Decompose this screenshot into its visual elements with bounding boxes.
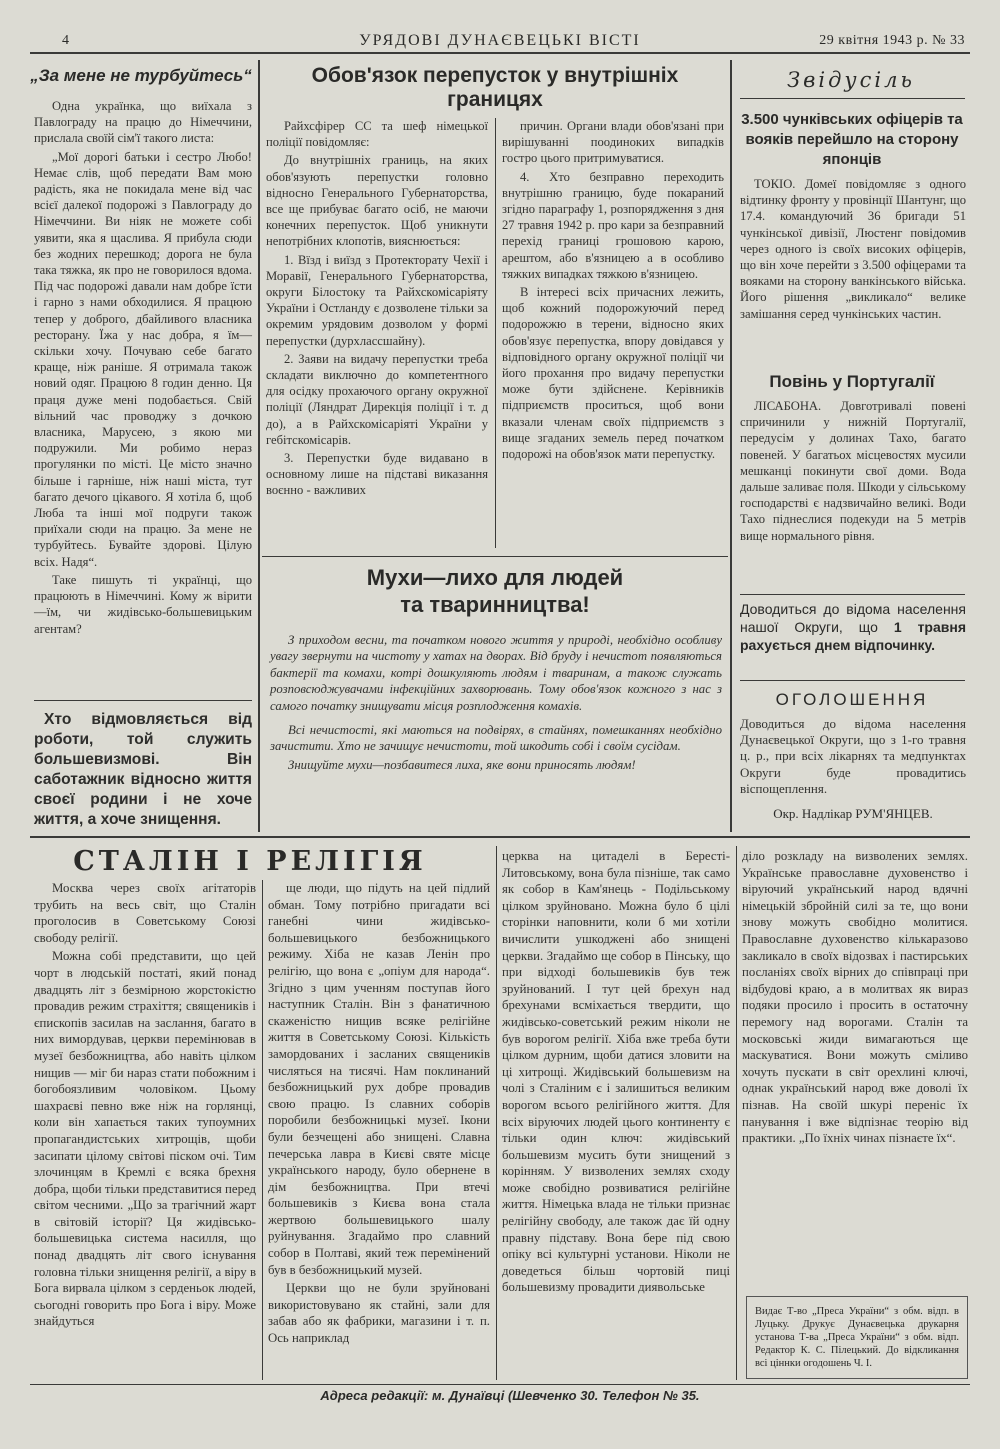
article-column bbox=[266, 118, 488, 499]
page-number: 4 bbox=[62, 33, 70, 48]
paragraph: Одна українка, що виїхала з Павлограду на працю до Німеччини, прислала своїй сім'ї такого листа: bbox=[34, 99, 252, 146]
paragraph: Москва через своїх агітаторів трубить на весь світ, що Сталін проголосив в Советському Союзі свободу релігії. bbox=[34, 881, 256, 945]
divider bbox=[740, 98, 965, 99]
newspaper-title: УРЯДОВІ ДУНАЄВЕЦЬКІ ВІСТІ bbox=[359, 32, 641, 49]
paragraph: До внутрішніх границь, на яких обов'язують перепустки головно відносно Генерального Губернаторства, все ще прибуває багато осіб, не маючи конечних перепусток. Щоб уникнути непотрібних клопотів, вияснюється: bbox=[266, 153, 488, 249]
story-body: ТОКІО. Домеї повідомляє з одного відтинку фронту у провінції Шантунг, що 17.4. командуючий 36 бригади 51 чункінської дивізії, Люстенг повідомив через одного із своїх високих офіцерів, що він хоче перейти з 3.500 офіцерами та вояками на сторону ванкінського війська. Його рішення „викликало“ велике замішання серед чункінських частин. bbox=[740, 177, 966, 321]
section-title: Звідусіль bbox=[787, 68, 915, 92]
story-body: ЛІСАБОНА. Довготривалі повені спричинили у нижній Португалії, передусім у долинах Тахо, багато повеней. У багатьох місцевостях мусили мешканці покинути свої доми. Вода дальше заливає поля. Шкоди у сільському господарстві є надзвичайно великі. Води Тахо піднеслися подекуди на 5 метрів вище нормального рівня. bbox=[740, 399, 966, 543]
footer-address: Адреса редакції: м. Дунаївці (Шевченко 30. Телефон № 35. bbox=[320, 1388, 700, 1403]
section-rule bbox=[30, 836, 970, 838]
issue-date: 29 квітня 1943 р. № 33 bbox=[819, 33, 965, 48]
announcements-title: ОГОЛОШЕННЯ bbox=[775, 690, 929, 709]
article-title: Обов'язок перепусток у внутрішніх границях bbox=[311, 64, 679, 111]
column-divider bbox=[495, 118, 496, 548]
paragraph: церква на цитаделі в Бересті-Литовському, вона була пізніше, так само як собор в Кам'янець - Подільському цілком зруйновано. Можна було б цілі сторінки наповнити, коли б ми хотіли вичислити ушкоджені або знищені церкви. Згадаймо ще собор в Пінську, що при відході большевиків був теж зруйнований. І тут цей брехун над брехунами всміхається твердити, що жидівсько-советський режим ніколи не був ворогом релігії. Хіба вже треба бути цілком дурним, щоби датися зловити на ці хитрощі. Жидівський большевизм на чолі з Сталіним є і залишиться великим ворогом всього релігійного життя. Для всіх віруючих людей цього континенту є тільки один ключ: жидівський большевизм мусить бути знищений з корінням. У визволених землях сходу може свобідно розвиватися релігійне життя. Німецька влада не тільки признає релігійну свободу, але також дає їй одну правну підставу. Вона бере під свою опіку всі культурні установи. Ніколи не доведеться більш чортовій пиці большевизму провадити диявольське bbox=[502, 849, 730, 1295]
column-divider bbox=[730, 60, 732, 832]
paragraph: Райхсфірер СС та шеф німецької поліції повідомляє: bbox=[266, 119, 488, 150]
masthead-rule bbox=[30, 52, 970, 54]
notice-text: Доводиться до відома населення нашої Округи, що bbox=[740, 601, 966, 635]
paragraph: 1. Вїзд і виїзд з Протекторату Чехії і Моравії, Генерального Губернаторства, округи Білостоку та Райхскомісаріяту України і Остланду є дозволене тільки за окремим урядовим дозволом у формі перепустки (дурхлассшайну). bbox=[266, 252, 488, 348]
paragraph: 3. Перепустки буде видавано в основному лише на підставі виказання воєнно - важливих bbox=[266, 451, 488, 498]
bold-notice: Хто відмовляється від роботи, той служить большевизмові. Він саботажник відносно життя своєї родини і не хоче життя, а хоче знищення. bbox=[34, 711, 252, 828]
paragraph: В інтересі всіх причасних лежить, щоб кожний подорожуючий перед подорожжю в терени, відносно яких обов'язує перепустка, впору довідався у відповідного органу окружної поліції чи його прохання про видачу перепустки може бути здійснене. Керівників підприємств проситься, щоб вони вказали членам своїх підприємств з вище згаданих земель перед початком подорожі на обов'язок мати перепустку. bbox=[502, 285, 724, 462]
paragraph: Таке пишуть ті українці, що працюють в Німеччині. Кому ж вірити—їм, чи жидівсько-большевицьким агентам? bbox=[34, 572, 252, 636]
paragraph: причин. Органи влади обов'язані при вирішуванні поодиноких випадків гостро цього притримуватися. bbox=[502, 119, 724, 166]
article-column bbox=[742, 848, 968, 1147]
paragraph: З приходом весни, та початком нового життя у природі, необхідно особливу увагу звернути на чистоту у хатах на дворах. Від бруду і нечистот появляються бактерії та комахи, котрі дошкуляють людям і тваринам, а також служать розповсюджувачами інфекційних захворювань. Тому обов'язок кожного з нас з самого початку знищувати місця розплодження комахів. bbox=[270, 633, 722, 713]
paragraph: Можна собі представити, що цей чорт в людській постаті, який понад двадцять літ з безмірною жорстокістю провадив режим страхіття; священиків і єпископів засилав на заслання, багато в них вимордував, церкви перемінював в музеї безбожництва, або навіть цілком нищив — міг би нараз стати побожним і богобоязливим чоловіком. Цьому шахраєві певно вже ніж на горлянці, коли він хапається таких тупоумних пропагандистських хитрощів, щоби засипати цілому світові піском очі. Тим злочинцям в Кремлі є всяка брехня добра, щоби тільки представитися перед світом чесними. „Що за трагічний жарт в світовій історії? Ця жидівсько-большевицька система насилля, що понад двадцять літ свого існування головна тільки знищення релігії, а віру в Бога вирвала цілком з серденьок людей, сьогодні говорить про Бога і віру. Може знайдуться bbox=[34, 949, 256, 1329]
footer-rule bbox=[30, 1384, 970, 1385]
notice-bold: 1 травня рахується днем відпочинку. bbox=[740, 619, 966, 653]
story-title: 3.500 чунківських офіцерів та вояків перейшло на сторону японців bbox=[741, 111, 963, 168]
imprint-box: Видає Т-во „Преса України“ з обм. відп. в Луцьку. Друкує Дунаєвецька друкарня установа Т-ва „Преса України“ з обм. відп. Редактор К. С. Пілецький. До відкликання всі ціннки огодошень Ч. І. bbox=[746, 1296, 968, 1379]
divider bbox=[262, 556, 728, 557]
title-line: та тваринництва! bbox=[400, 592, 590, 617]
column-divider bbox=[262, 880, 263, 1380]
paragraph: 2. Заяви на видачу перепустки треба складати виключно до компетентного для осідку прохаючого органу окружної поліції (Ляндрат Дирекція поліції і т. д до), а в Райхскомісаріяті України у гебітскомісарів. bbox=[266, 351, 488, 447]
article-column bbox=[34, 880, 256, 1330]
announcements-signature: Окр. Надлікар РУМ'ЯНЦЕВ. bbox=[773, 806, 933, 821]
column-divider bbox=[496, 846, 497, 1380]
story-title: Повінь у Португалії bbox=[769, 372, 935, 391]
announcements-body: Доводиться до відома населення Дунаєвецької Округи, що з 1-го травня ц. р., при всіх лікарнях та медпунктах Округи буде провадитись віспощеплення. bbox=[740, 716, 966, 796]
paragraph: 4. Хто безправно переходить внутрішню границю, буде покараний згідно параграфу 1, розпорядження з дня 27 травня 1942 р. про кари за безправний перехід границі грошовою карою, арештом, або в'язницею а в особливо тяжких випадках тяжкою в'язницею. bbox=[502, 169, 724, 281]
column-divider bbox=[258, 60, 260, 832]
article-title: СТАЛІН І РЕЛІГІЯ bbox=[73, 846, 427, 877]
paragraph: ще люди, що підуть на цей підлий обман. Тому потрібно пригадати всі ганебні чини жидівсько-большевицького безбожницького режиму. Хіба не казав Ленін про релігію, що вона є „опіум для народа“. Згідно з цим ученням поступав його наступник Сталін. Він з фанатичною скаженістю нищив всяке релігійне життя в Советському Союзі. Кількість замордованих і засланих священиків числяться на тисячі. Нам поклинаний безбожницький рух добре провадив свою працю. Із славних соборів поробили безбожницькі музеї. Ікони були безчещені або знищені. Славна печерська лавра в Києві святе місце українського народу, було обернене в дім безбожництва. При втечі большевиків з Києва вона стала жертвою большевицького шалу руйнування. Згадаймо про славний собор в Полтаві, який теж перемінений був в безбожницький музей. bbox=[268, 881, 490, 1277]
article-title bbox=[265, 564, 725, 618]
paragraph: „Мої дорогі батьки і сестро Любо! Немає слів, щоб передати Вам мою радість, яка не покидала мене від час всієї далекої подорожі з Павлограду до Німеччини. Ви ніяк не можете собі уявити, яка я щаслива. Я прибула сюди без жодних перешкод; дорога не була така тяжка, як про не говорилося вдома. Під час подорожі давали нам добре їсти і гарно з нами обходилися. Я працюю тепер у доброго, дбайливого власника ресторану. Їжа у нас добра, я їм—скільки хочу. Почуваю себе багато краще, ніж раніше. Я отримала також новий одяг. Працюю 8 годин денно. Ця праця дуже мені подобається. Свій вільний час проводжу з дочкою власника, Марусею, з якою ми подружили. Ми робимо нераз прогулянки по місті. Це місто значно більше і гарніше, ніж наші міста, тут багато дечого цікавого. Я хотіла б, щоб Люба та інші мої подруги також приїхали сюди на працю. За мене не турбуйтесь. Бувайте здорові. Цілую всіх. Надя“. bbox=[34, 149, 252, 569]
divider bbox=[740, 680, 965, 681]
paragraph: Всі нечистості, які маються на подвірях, в стайнях, помешканнях необхідно зачистити. Хто не зачищує нечистоти, той шкодить собі і своїм сусідам. bbox=[270, 723, 722, 754]
paragraph: діло розкладу на визволених землях. Українське православне духовенство і віруючий український народ вдячні німецькій збройній силі за те, що вони знову можуть свобідно молитися. Православне духовенство кількаразово закликало в своїх відозвах і пастирських посланіях своїх вірних до співпраці при відбудові краю, а в молитвах як вираз подяки просило і просить в остаточну перемогу над ворогами. Сталін та московські жиди вимагаються ще маскуватися. Вони можуть сміливо хочуть пускати в світ орехлині ключі, однак український народ вже доволі їх пізнав. На своїй шкурі переніс їх панування і вже відпізнає теорію від практики. „По їхніх чинах пізнаєте їх“. bbox=[742, 849, 968, 1146]
article-column bbox=[502, 848, 730, 1296]
article-column bbox=[502, 118, 724, 462]
title-line: Мухи—лихо для людей bbox=[366, 565, 624, 590]
column-divider bbox=[736, 846, 737, 1380]
divider bbox=[740, 594, 965, 595]
article-body bbox=[270, 632, 722, 773]
article-body bbox=[34, 98, 252, 637]
paragraph: Знищуйте мухи—позбавитеся лиха, яке вони приносять людям! bbox=[288, 757, 636, 772]
article-title: „За мене не турбуйтесь“ bbox=[30, 66, 252, 85]
paragraph: Церкви що не були зруйновані використовувано як стайні, зали для забав або як фабрики, магазини і т. п. Ось наприклад bbox=[268, 1281, 490, 1346]
holiday-notice bbox=[740, 600, 966, 654]
article-column bbox=[268, 880, 490, 1347]
divider bbox=[34, 700, 252, 701]
